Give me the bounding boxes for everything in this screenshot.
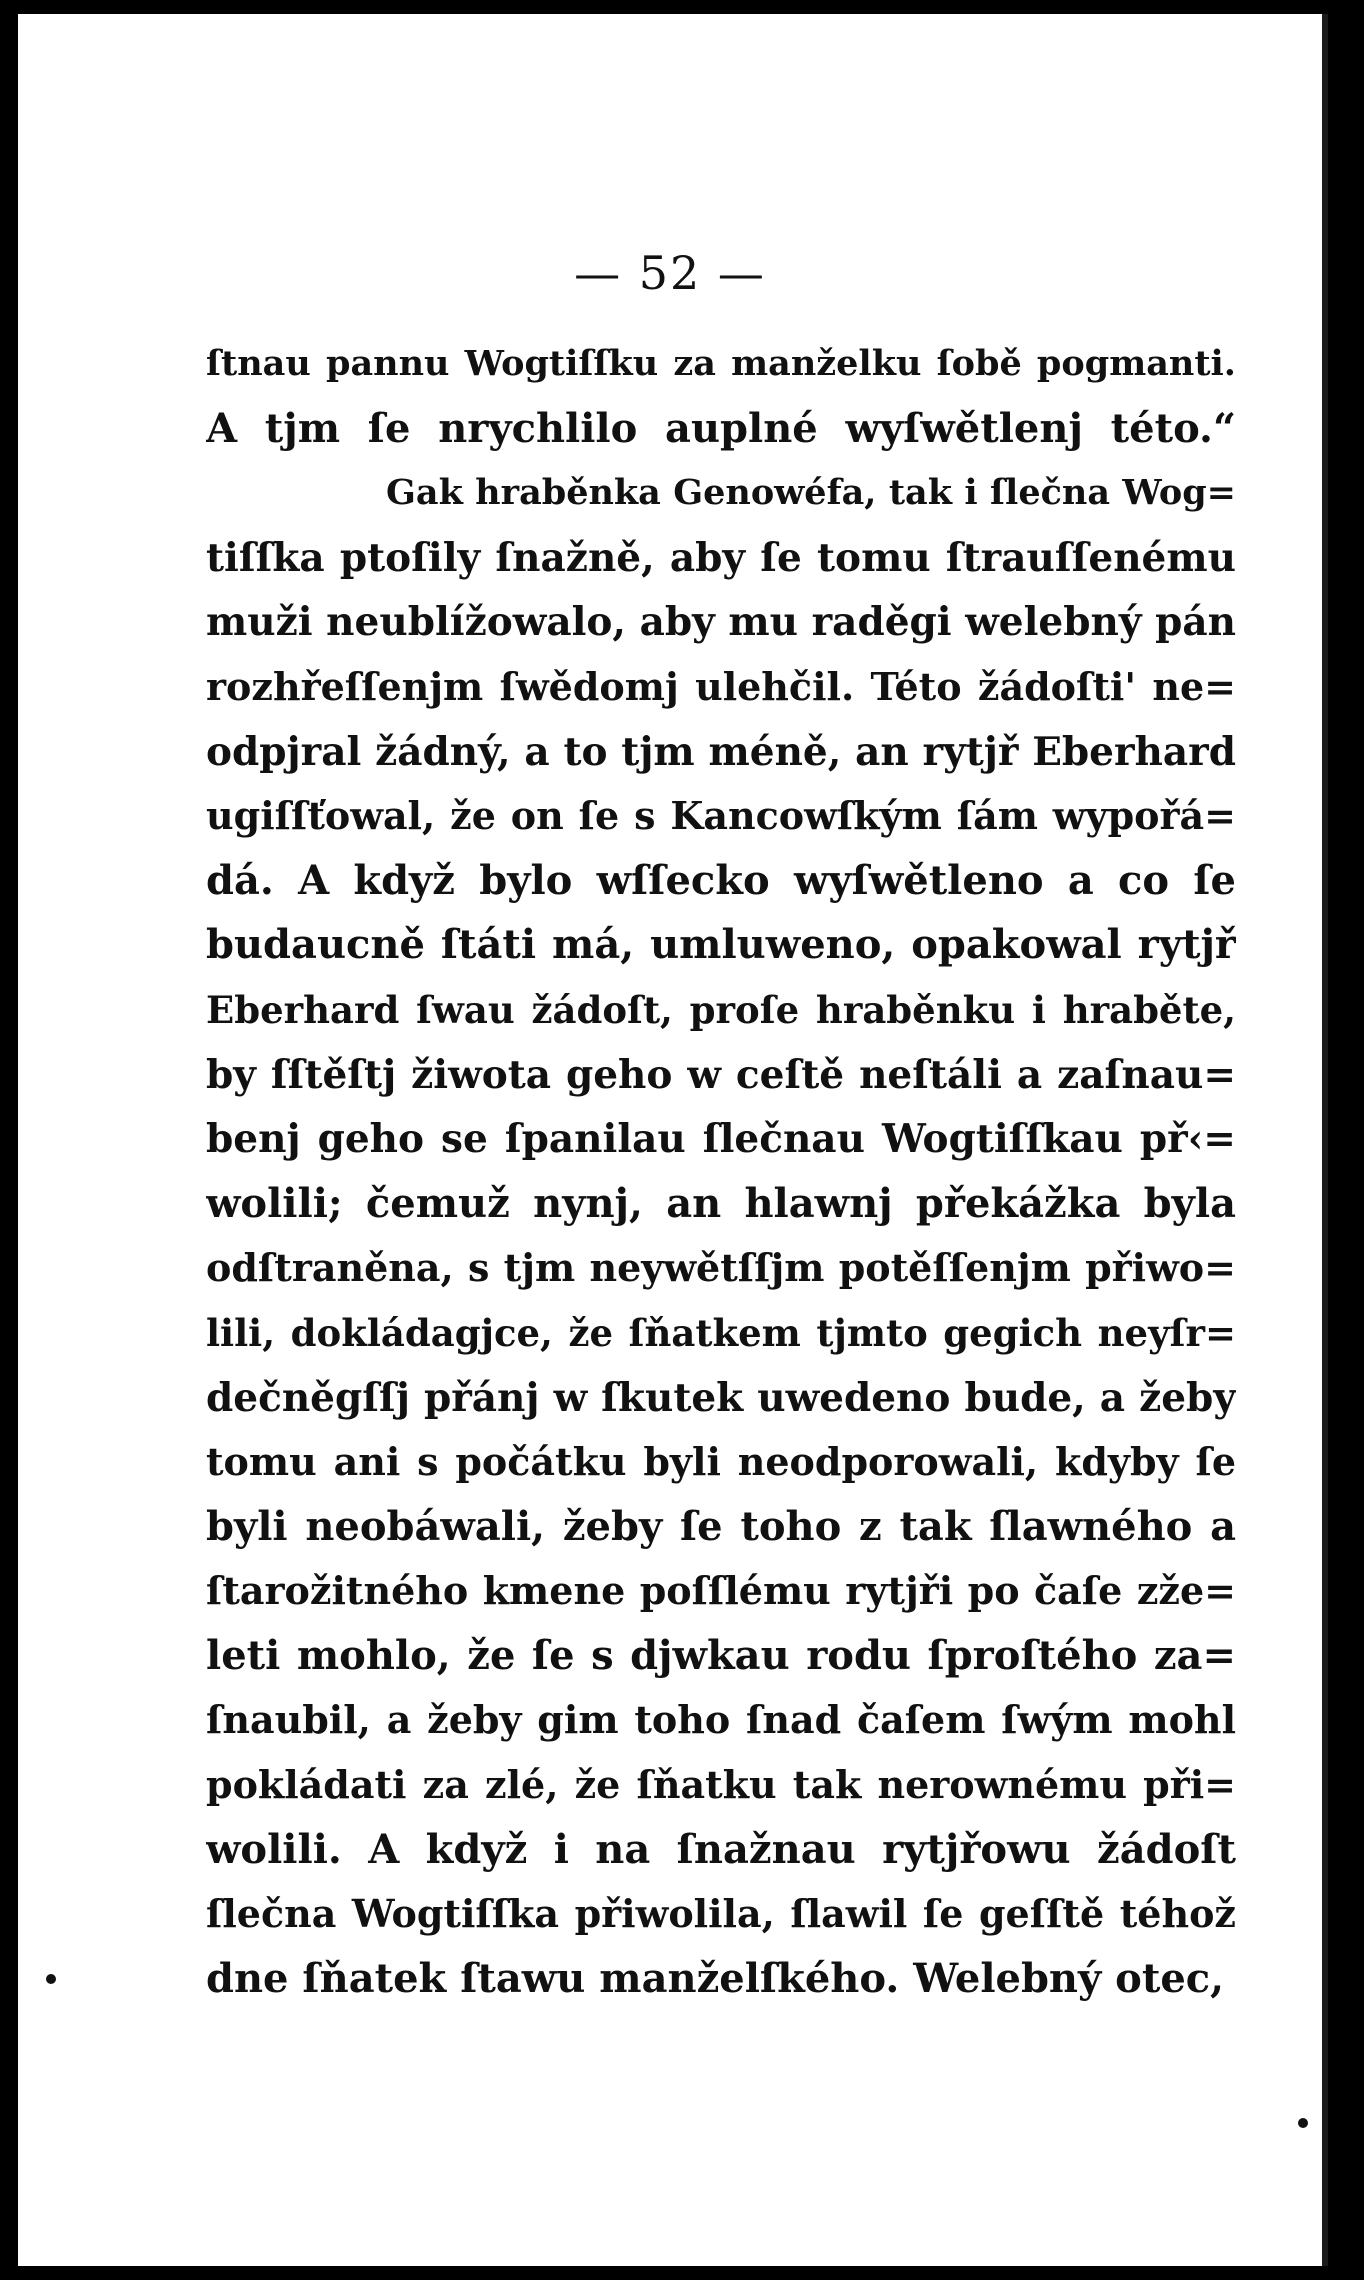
text-line: dá. A když bylo wſſecko wyſwětleno a co ſe [206, 856, 1236, 904]
text-line: tiſſka ptoſily ſnažně, aby ſe tomu ſtrauſſenému [206, 534, 1236, 581]
page-text [206, 332, 1236, 2011]
text-line: odſtraněna, s tjm neywětſſjm potěſſenjm přiwo= [206, 1245, 1236, 1291]
book-page [18, 14, 1328, 2266]
text-line: ſtnau pannu Wogtiſſku za manželku ſobě pogmanti. [206, 343, 1236, 384]
text-line: benj geho se ſpanilau ſlečnau Wogtiſſkau př‹= [206, 1116, 1236, 1163]
text-line: Gak hraběnka Genowéfa, tak i ſlečna Wog= [386, 472, 1236, 514]
text-line: ugiſſťowal, že on ſe s Kancowſkým ſám wypořá= [206, 793, 1236, 839]
text-line: wolili; čemuž nynj, an hlawnj překážka byla [206, 1179, 1236, 1227]
text-line: muži neublížowalo, aby mu raděgi welebný pán [206, 599, 1236, 646]
text-line: lili, dokládagjce, že ſňatkem tjmto gegich neyſr= [206, 1310, 1236, 1355]
text-line: dečněgſſj přánj w ſkutek uwedeno bude, a žeby [206, 1374, 1236, 1421]
text-line: Eberhard ſwau žádoſt, proſe hraběnku i hraběte, [206, 987, 1236, 1032]
text-line: budaucně ſtáti má, umluweno, opakowal rytjř [206, 921, 1236, 969]
text-line: odpjral žádný, a to tjm méně, an rytjř Eberhard [206, 728, 1236, 775]
ink-speck [1298, 2118, 1308, 2128]
text-line: A tjm ſe nrychlilo auplné wyſwětlenj této.“ [206, 404, 1236, 452]
text-line: leti mohlo, že ſe s djwkau rodu ſproſtého za= [206, 1631, 1236, 1679]
text-line: rozhřeſſenjm ſwědomj ulehčil. Této žádoſti' ne= [206, 663, 1236, 709]
page-number: — 52 — [574, 246, 766, 300]
text-line: ſlečna Wogtiſſka přiwolila, ſlawil ſe geſſtě téhož [206, 1891, 1236, 1937]
text-line: dne ſňatek ſtawu manželſkého. Welebný otec, [206, 1954, 1225, 2002]
ink-speck [46, 1974, 56, 1984]
text-line: by ſſtěſtj žiwota geho w ceſtě neſtáli a zaſnau= [206, 1051, 1236, 1098]
text-line: pokládati za zlé, že ſňatku tak nerownému při= [206, 1762, 1236, 1808]
text-line: ſnaubil, a žeby gim toho ſnad čaſem ſwým mohl [206, 1697, 1236, 1743]
text-line: ſtarožitného kmene poſſlému rytjři po čaſe zže= [206, 1568, 1236, 1614]
text-line: tomu ani s počátku byli neodporowali, kdyby ſe [206, 1439, 1236, 1485]
text-line: wolili. A když i na ſnažnau rytjřowu žádoſt [206, 1825, 1236, 1873]
text-line: byli neobáwali, žeby ſe toho z tak ſlawného a [206, 1502, 1236, 1550]
